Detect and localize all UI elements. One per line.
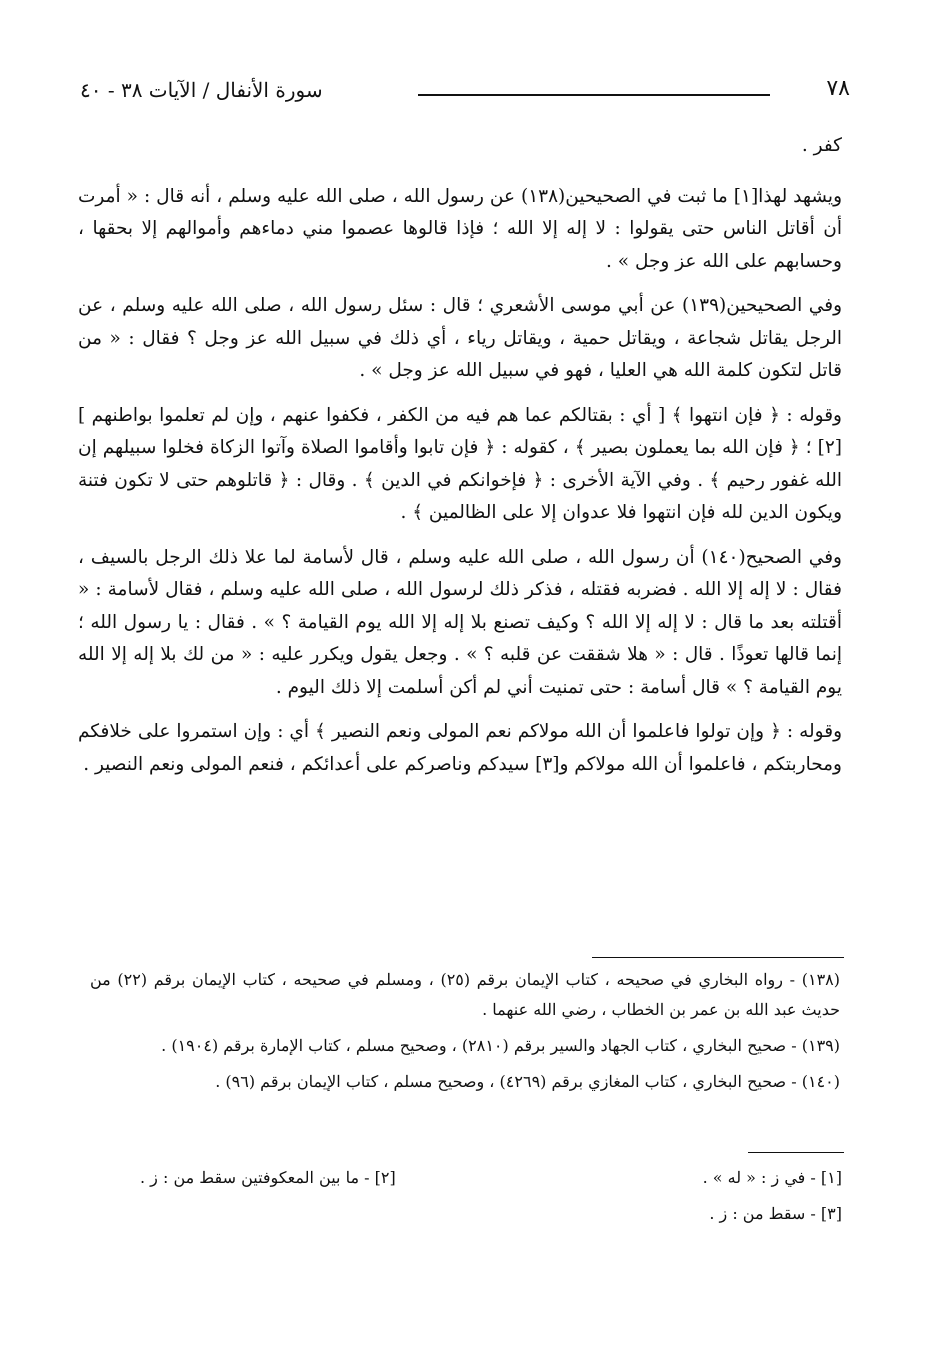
footnote-separator	[592, 957, 844, 958]
paragraph-1: كفر .	[801, 135, 842, 156]
page-number: ٧٨	[826, 76, 850, 101]
paragraph-5: وفي الصحيح(١٤٠) أن رسول الله ، صلى الله عليه وسلم ، قال لأسامة لما علا ذلك الرجل بالسيف ، فقال : لا إله إلا الله . فضربه فقتله ، فذكر ذلك لرسول الله ، صلى الله عليه وسلم ، فقال لأسامة : « أقتلته بعد ما قال : لا إله إلا الله ؟ وكيف تصنع بلا إله إلا الله يوم القيامة ؟ » . فقال : يا رسول الله ؛ إنما قالها تعوذًا . قال : « هلا شققت عن قلبه ؟ » . وجعل يقول ويكرر عليه : « من لك بلا إله إلا الله يوم القيامة ؟ » قال أسامة : حتى تمنيت أني لم أكن أسلمت إلا ذلك اليوم .	[78, 546, 842, 698]
paragraph-2: ويشهد لهذا[١] ما ثبت في الصحيحين(١٣٨) عن رسول الله ، صلى الله عليه وسلم ، أنه قال : « أمرت أن أقاتل الناس حتى يقولوا : لا إله إلا الله ؛ فإذا قالوها عصموا مني دماءهم وأموالهم إلا بحقها ، وحسابهم على الله عز وجل » .	[78, 185, 843, 272]
footnote-138: (١٣٨) - رواه البخاري في صحيحه ، كتاب الإيمان برقم (٢٥) ، ومسلم في صحيحه ، كتاب الإيمان برقم (٢٢) من حديث عبد الله بن عمر بن الخطاب ، رضي الله عنهما .	[90, 970, 841, 1019]
variant-3: [٣] - سقط من : ز .	[709, 1204, 842, 1223]
manuscript-variants	[120, 1168, 842, 1238]
header-rule	[418, 94, 770, 96]
variant-separator	[748, 1152, 844, 1153]
variant-1: [١] - في ز : « له » .	[702, 1168, 842, 1187]
paragraph-6: وقوله : ﴿ وإن تولوا فاعلموا أن الله مولاكم نعم المولى ونعم النصير ﴾ أي : وإن استمروا على خلافكم ومحاربتكم ، فاعلموا أن الله مولاكم و[٣] سيدكم وناصركم على أعدائكم ، فنعم المولى ونعم النصير .	[78, 721, 842, 775]
main-text	[78, 130, 842, 793]
footnote-140: (١٤٠) - صحيح البخاري ، كتاب المغازي برقم (٤٢٦٩) ، وصحيح مسلم ، كتاب الإيمان برقم (٩٦) .	[215, 1072, 840, 1091]
surah-title: سورة الأنفال / الآيات ٣٨ - ٤٠	[80, 78, 323, 102]
page-header	[70, 72, 850, 112]
paragraph-3: وفي الصحيحين(١٣٩) عن أبي موسى الأشعري ؛ قال : سئل رسول الله ، صلى الله عليه وسلم ، عن الرجل يقاتل شجاعة ، ويقاتل حمية ، ويقاتل رياء ، أي ذلك في سبيل الله عز وجل ؟ فقال : « من قاتل لتكون كلمة الله هي العليا ، فهو في سبيل الله عز وجل » .	[78, 295, 842, 381]
variant-2: [٢] - ما بين المعكوفتين سقط من : ز .	[140, 1168, 396, 1187]
paragraph-4: وقوله : ﴿ فإن انتهوا ﴾ [ أي : بقتالكم عما هم فيه من الكفر ، فكفوا عنهم ، وإن لم تعلموا بواطنهم ][٢] ؛ ﴿ فإن الله بما يعملون بصير ﴾ ، كقوله : ﴿ فإن تابوا وأقاموا الصلاة وآتوا الزكاة فخلوا سبيلهم إن الله غفور رحيم ﴾ . وفي الآية الأخرى : ﴿ فإخوانكم في الدين ﴾ . وقال : ﴿ قاتلوهم حتى لا تكون فتنة ويكون الدين لله فإن انتهوا فلا عدوان إلا على الظالمين ﴾ .	[78, 404, 842, 523]
footnote-139: (١٣٩) - صحيح البخاري ، كتاب الجهاد والسير برقم (٢٨١٠) ، وصحيح مسلم ، كتاب الإمارة برقم (١٩٠٤) .	[161, 1036, 840, 1055]
footnotes	[90, 965, 840, 1103]
